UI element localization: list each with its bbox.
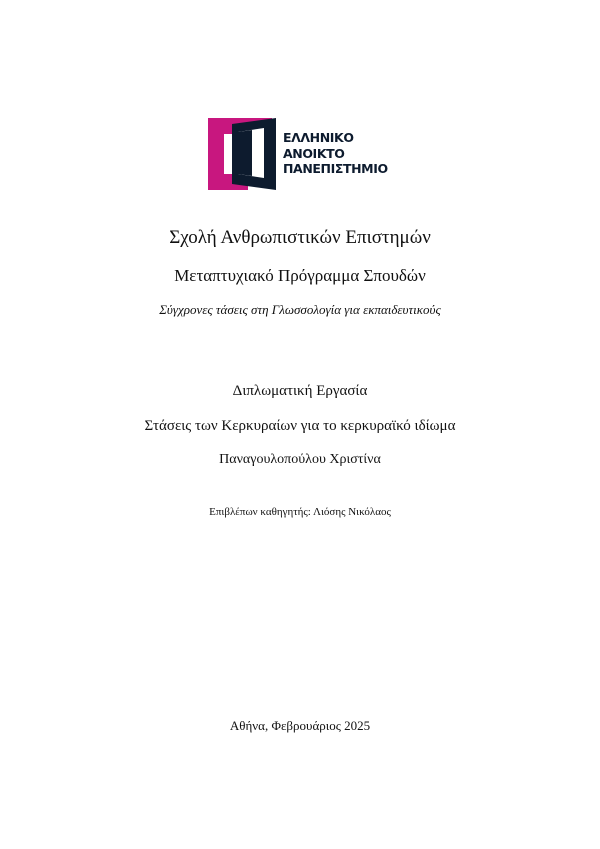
university-logo-text bbox=[283, 130, 395, 177]
specialization-name: Σύγχρονες τάσεις στη Γλωσσολογία για εκπαιδευτικούς bbox=[159, 302, 441, 317]
place-date: Αθήνα, Φεβρουάριος 2025 bbox=[229, 718, 371, 733]
supervisor: Επιβλέπων καθηγητής: Λιόσης Νικόλαος bbox=[209, 506, 391, 518]
school-name: Σχολή Ανθρωπιστικών Επιστημών bbox=[169, 227, 431, 248]
author-name: Παναγουλοπούλου Χριστίνα bbox=[219, 452, 381, 467]
logo-line-1: ΕΛΛΗΝΙΚΟ bbox=[283, 130, 354, 145]
thesis-title: Στάσεις των Κερκυραίων για το κερκυραϊκό ιδίωμα bbox=[144, 418, 456, 434]
program-name: Μεταπτυχιακό Πρόγραμμα Σπουδών bbox=[174, 266, 426, 285]
thesis-type: Διπλωματική Εργασία bbox=[232, 383, 368, 399]
university-logo bbox=[208, 118, 394, 190]
logo-line-3: ΠΑΝΕΠΙΣΤΗΜΙΟ bbox=[283, 161, 388, 176]
logo-line-2: ΑΝΟΙΚΤΟ bbox=[283, 145, 345, 161]
university-logo-icon bbox=[208, 118, 278, 190]
